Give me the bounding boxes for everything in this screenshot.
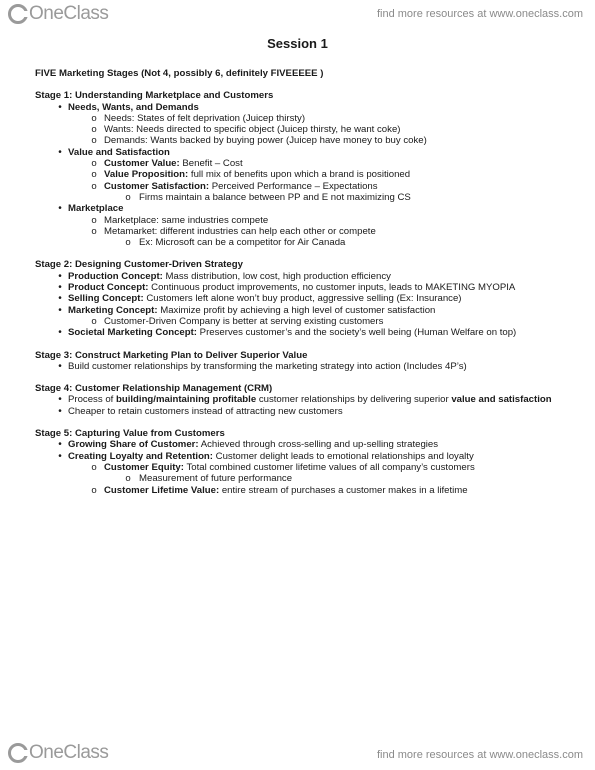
list-item — [35, 282, 560, 293]
item-label: Customer Satisfaction: — [104, 180, 210, 192]
item-text: Total combined customer lifetime values of all company’s customers — [183, 461, 475, 473]
list-item — [35, 158, 560, 169]
document-body — [35, 68, 560, 496]
oneclass-logo-icon — [8, 4, 28, 24]
list-item — [35, 394, 560, 405]
list-item — [35, 147, 560, 158]
item-label: Customer Equity: — [104, 461, 184, 473]
item-label: Customer Value: — [104, 158, 180, 170]
item-label: Product Concept: — [68, 282, 149, 294]
item-text: Demands: Wants backed by buying power (Juicep have money to buy coke) — [104, 135, 427, 147]
sub-bullet-icon: o — [91, 315, 97, 327]
item-text: Cheaper to retain customers instead of attracting new customers — [68, 405, 343, 417]
oneclass-logo[interactable] — [8, 3, 108, 25]
item-text: Measurement of future performance — [139, 473, 293, 485]
list-item — [35, 327, 560, 338]
list-item — [35, 215, 560, 226]
sub-bullet-icon: o — [91, 169, 97, 181]
sub-bullet-icon: o — [91, 158, 97, 170]
list-item — [35, 361, 560, 372]
sub-sub-bullet-icon: o — [125, 237, 131, 249]
bullet-icon: • — [58, 282, 62, 294]
item-label: Production Concept: — [68, 270, 163, 282]
item-label: Marketing Concept: — [68, 304, 158, 316]
sub-bullet-icon: o — [91, 214, 97, 226]
list-item — [35, 113, 560, 124]
sub-sub-bullet-icon: o — [125, 473, 131, 485]
item-label: Value and Satisfaction — [68, 146, 170, 158]
item-text: Preserves customer’s and the society’s well being (Human Welfare on top) — [197, 327, 517, 339]
list-item — [35, 203, 560, 214]
stage3-heading: Stage 3: Construct Marketing Plan to Deliver Superior Value — [35, 349, 308, 361]
footer-oneclass-logo[interactable] — [8, 742, 108, 764]
list-item — [35, 293, 560, 304]
item-label: Marketplace — [68, 203, 124, 215]
item-text: Ex: Microsoft can be a competitor for Air Canada — [139, 237, 346, 249]
bullet-icon: • — [58, 101, 62, 113]
item-text: Mass distribution, low cost, high production efficiency — [162, 270, 391, 282]
list-item — [35, 451, 560, 462]
sub-bullet-icon: o — [91, 135, 97, 147]
item-text: Achieved through cross-selling and up-selling strategies — [198, 439, 439, 451]
sub-bullet-icon: o — [91, 124, 97, 136]
item-text: Benefit – Cost — [179, 158, 243, 170]
item-label: Creating Loyalty and Retention: — [68, 450, 213, 462]
item-text: Customer-Driven Company is better at serving existing customers — [104, 315, 384, 327]
item-text: customer relationships by delivering superior — [256, 394, 452, 406]
list-item — [35, 305, 560, 316]
list-item — [35, 192, 560, 203]
item-label: Growing Share of Customer: — [68, 439, 199, 451]
item-text: Continuous product improvements, no customer inputs, leads to MAKETING MYOPIA — [148, 282, 516, 294]
footer-resources-link[interactable]: find more resources at www.oneclass.com — [376, 749, 583, 761]
bullet-icon: • — [58, 146, 62, 158]
bullet-icon: • — [58, 360, 62, 372]
list-item — [35, 169, 560, 180]
list-item — [35, 102, 560, 113]
bullet-icon: • — [58, 203, 62, 215]
bullet-icon: • — [58, 270, 62, 282]
item-text: Marketplace: same industries compete — [104, 214, 269, 226]
item-text: Metamarket: different industries can help each other or compete — [104, 225, 376, 237]
sub-bullet-icon: o — [91, 225, 97, 237]
item-text: entire stream of purchases a customer makes in a lifetime — [219, 484, 468, 496]
stage1-heading: Stage 1: Understanding Marketplace and Customers — [35, 90, 274, 102]
item-label: value and satisfaction — [451, 394, 552, 406]
bullet-icon: • — [58, 304, 62, 316]
header-bar — [0, 0, 595, 30]
list-item — [35, 271, 560, 282]
item-label: Societal Marketing Concept: — [68, 327, 198, 339]
logo-text: OneClass — [29, 742, 109, 763]
bullet-icon: • — [58, 394, 62, 406]
list-item — [35, 135, 560, 146]
list-item — [35, 226, 560, 237]
page-title: Session 1 — [267, 36, 328, 51]
stage2-heading: Stage 2: Designing Customer-Driven Strategy — [35, 259, 243, 271]
oneclass-logo-icon — [8, 743, 28, 763]
logo-text: OneClass — [29, 3, 109, 24]
item-text: full mix of benefits upon which a brand is positioned — [188, 169, 411, 181]
bullet-icon: • — [58, 327, 62, 339]
item-text: Perceived Performance – Expectations — [209, 180, 378, 192]
list-item — [35, 462, 560, 473]
item-text: Needs: States of felt deprivation (Juicep thirsty) — [104, 112, 306, 124]
list-item — [35, 406, 560, 417]
item-label: building/maintaining profitable — [116, 394, 257, 406]
item-text: Process of — [68, 394, 116, 406]
item-label: Needs, Wants, and Demands — [68, 101, 199, 113]
item-text: Customers left alone won’t buy product, aggressive selling (Ex: Insurance) — [143, 293, 462, 305]
bullet-icon: • — [58, 450, 62, 462]
item-label: Selling Concept: — [68, 293, 144, 305]
sub-bullet-icon: o — [91, 484, 97, 496]
sub-bullet-icon: o — [91, 112, 97, 124]
item-text: Build customer relationships by transforming the marketing strategy into action (Includes 4P’s) — [68, 360, 467, 372]
stage5-heading: Stage 5: Capturing Value from Customers — [35, 428, 225, 440]
bullet-icon: • — [58, 293, 62, 305]
item-label: Value Proposition: — [104, 169, 189, 181]
list-item — [35, 124, 560, 135]
list-item — [35, 181, 560, 192]
list-item — [35, 439, 560, 450]
list-item — [35, 316, 560, 327]
sub-bullet-icon: o — [91, 461, 97, 473]
item-text: Customer delight leads to emotional relationships and loyalty — [212, 450, 474, 462]
list-item — [35, 237, 560, 248]
item-text: Firms maintain a balance between PP and E not maximizing CS — [139, 191, 411, 203]
sub-bullet-icon: o — [91, 180, 97, 192]
sub-sub-bullet-icon: o — [125, 191, 131, 203]
intro-line: FIVE Marketing Stages (Not 4, possibly 6, definitely FIVEEEEE ) — [35, 68, 324, 79]
item-text: Wants: Needs directed to specific object (Juicep thirsty, he want coke) — [104, 124, 401, 136]
resources-link[interactable]: find more resources at www.oneclass.com — [376, 8, 583, 20]
item-label: Customer Lifetime Value: — [104, 484, 220, 496]
list-item — [35, 485, 560, 496]
item-text: Maximize profit by achieving a high level of customer satisfaction — [157, 304, 436, 316]
bullet-icon: • — [58, 405, 62, 417]
stage4-heading: Stage 4: Customer Relationship Management (CRM) — [35, 383, 273, 395]
bullet-icon: • — [58, 439, 62, 451]
list-item — [35, 473, 560, 484]
